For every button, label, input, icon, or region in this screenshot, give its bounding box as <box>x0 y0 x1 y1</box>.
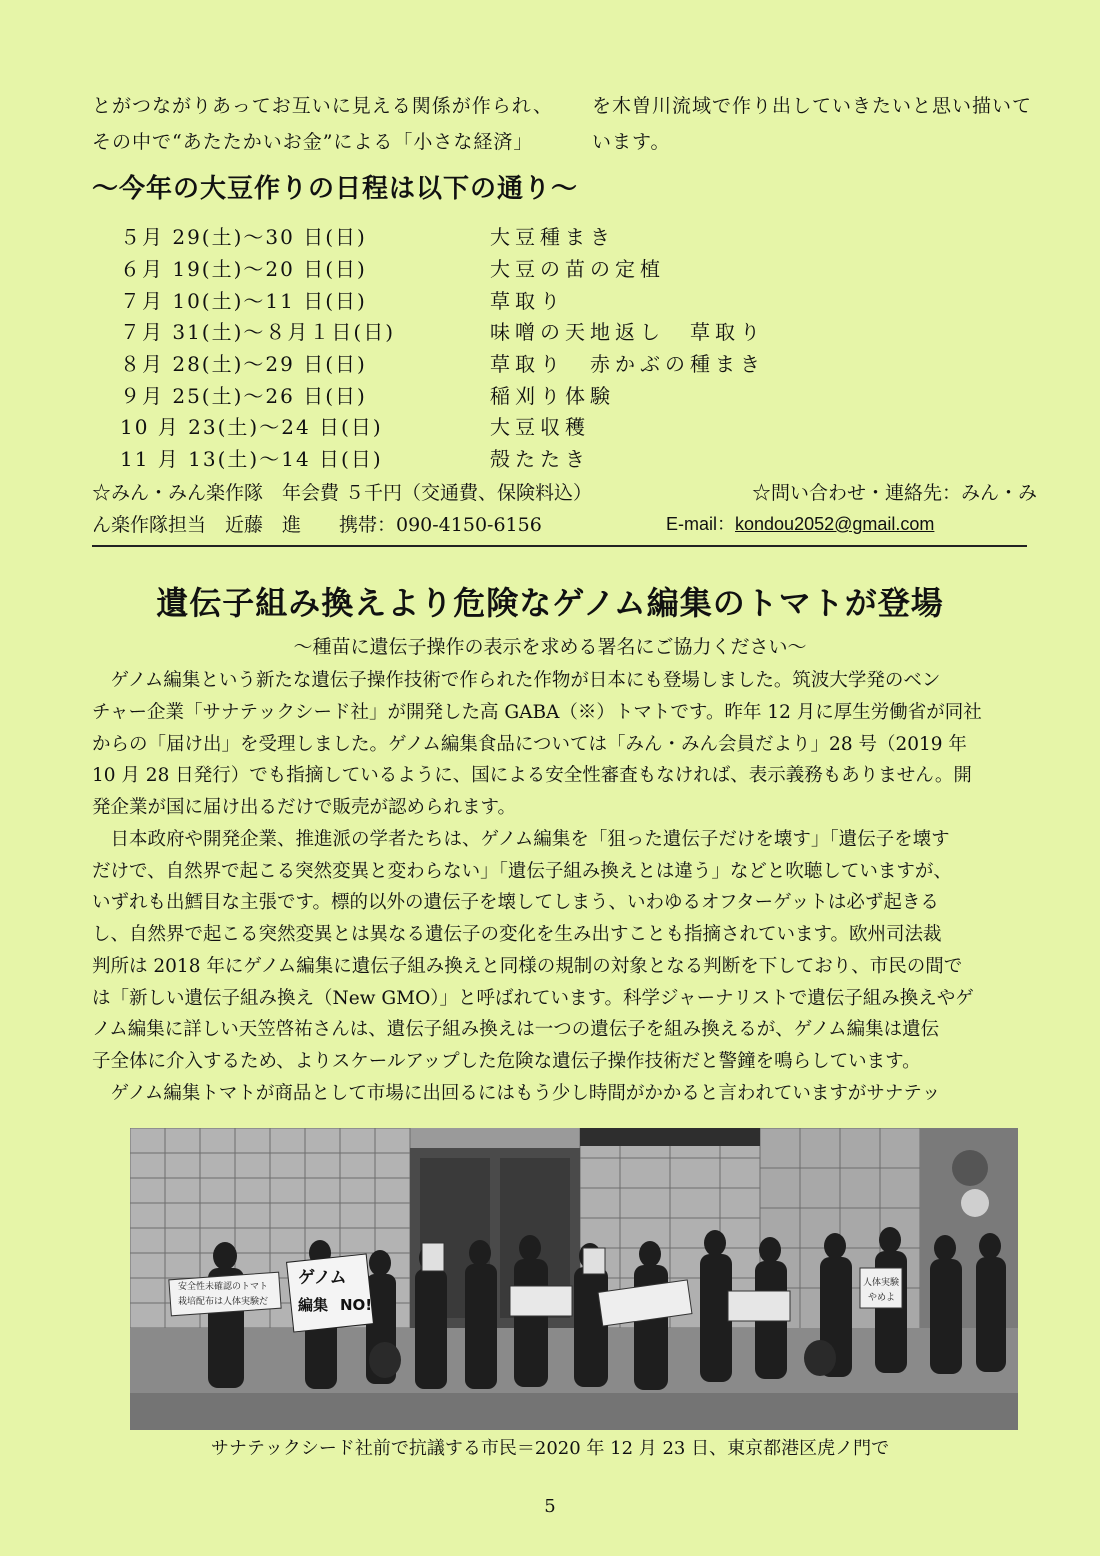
schedule-row <box>120 283 840 315</box>
intro-line: を木曽川流域で作り出していきたいと思い描いて <box>592 95 1033 117</box>
schedule-row <box>120 347 840 379</box>
protest-photo <box>130 1128 1018 1430</box>
schedule-date: 10 月 23(土)～24 日(日) <box>120 415 383 440</box>
intro-line: とがつながりあってお互いに見える関係が作られ、 <box>92 95 553 117</box>
schedule-activity: 草取り <box>490 288 565 313</box>
page-number: 5 <box>544 1496 556 1517</box>
sign-text: ゲノム <box>298 1268 347 1288</box>
email-label: E-mail： <box>666 514 736 534</box>
membership-fee: ☆みん・みん楽作隊 年会費 ５千円（交通費、保険料込） <box>92 482 593 504</box>
article-line: は「新しい遺伝子組み換え（New GMO）」と呼ばれています。科学ジャーナリストで遺伝子組み換えやゲ <box>92 987 974 1009</box>
article-line: ゲノム編集トマトが商品として市場に出回るにはもう少し時間がかかると言われていますがサナテッ <box>92 1082 941 1104</box>
schedule-row <box>120 252 840 284</box>
article-line: 子全体に介入するため、よりスケールアップした危険な遺伝子操作技術だと警鐘を鳴らしています。 <box>92 1051 921 1072</box>
article-line: だけで、自然界で起こる突然変異と変わらない」「遺伝子組み換えとは違う」などと吹聴していますが、 <box>92 860 952 882</box>
contact-person: ん楽作隊担当 近藤 進 携帯：090-4150-6156 <box>92 514 542 536</box>
article-line: 発企業が国に届け出るだけで販売が認められます。 <box>92 797 517 818</box>
section-divider <box>92 545 1027 547</box>
intro-right-column <box>592 88 1032 160</box>
sign-text: やめよ <box>868 1293 896 1303</box>
intro-line: います。 <box>592 131 671 153</box>
photo-caption: サナテックシード社前で抗議する市民＝2020 年 12 月 23 日、東京都港区虎ノ門で <box>210 1438 890 1459</box>
schedule-activity: 大豆種まき <box>490 225 615 250</box>
article-line: 10 月 28 日発行）でも指摘しているように、国による安全性審査もなければ、表示義務もありません。開 <box>92 765 972 787</box>
article-title: 遺伝子組み換えより危険なゲノム編集のトマトが登場 <box>156 584 944 622</box>
sign-text: 人体実験 <box>863 1278 900 1288</box>
schedule-activity: 稲刈り体験 <box>490 383 615 408</box>
schedule-activity: 草取り 赤かぶの種まき <box>490 352 765 377</box>
schedule-activity: 大豆の苗の定植 <box>490 257 665 282</box>
schedule-date: ７月 10(土)～11 日(日) <box>120 288 367 313</box>
article-line: チャー企業「サナテックシード社」が開発した高 GABA（※）トマトです。昨年 12 月に厚生労働省が同社 <box>92 701 982 723</box>
contact-email <box>666 510 934 537</box>
schedule-date: ９月 25(土)～26 日(日) <box>120 383 367 408</box>
schedule-list <box>120 220 840 474</box>
article-line: からの「届け出」を受理しました。ゲノム編集食品については「みん・みん会員だより」28 号（2019 年 <box>92 733 967 755</box>
schedule-date: ８月 28(土)～29 日(日) <box>120 352 367 377</box>
schedule-row <box>120 220 840 252</box>
schedule-activity: 殻たたき <box>490 447 590 472</box>
schedule-heading: ～今年の大豆作りの日程は以下の通り～ <box>92 174 579 204</box>
schedule-row <box>120 410 840 442</box>
sign-text: 安全性未確認のトマト <box>178 1282 269 1292</box>
email-link[interactable]: kondou2052@gmail.com <box>735 514 935 534</box>
schedule-date: ５月 29(土)～30 日(日) <box>120 225 367 250</box>
article-body <box>92 665 1037 1110</box>
article-line: ノム編集に詳しい天笠啓祐さんは、遺伝子組み換えは一つの遺伝子を組み換えるが、ゲノム編集は遺伝 <box>92 1019 940 1041</box>
schedule-row <box>120 378 840 410</box>
sign-text: NO! <box>340 1296 373 1314</box>
schedule-activity: 味噌の天地返し 草取り <box>490 320 765 345</box>
membership-fee-line <box>92 478 1037 505</box>
article-subtitle: ～種苗に遺伝子操作の表示を求める署名にご協力ください～ <box>293 636 807 658</box>
article-line: 判所は 2018 年にゲノム編集に遺伝子組み換えと同様の規制の対象となる判断を下しており、市民の間で <box>92 955 963 977</box>
article-line: し、自然界で起こる突然変異とは異なる遺伝子の変化を生み出すことも指摘されています。欧州司法裁 <box>92 924 942 945</box>
article-line: いずれも出鱈目な主張です。標的以外の遺伝子を壊してしまう、いわゆるオフターゲットは必ず起きる <box>92 892 939 914</box>
intro-left-column <box>92 88 553 160</box>
intro-line: その中で“あたたかいお金”による「小さな経済」 <box>92 131 534 153</box>
schedule-activity: 大豆収穫 <box>490 415 590 440</box>
schedule-date: ７月 31(土)～８月１日(日) <box>120 320 396 345</box>
schedule-date: 11 月 13(土)～14 日(日) <box>120 447 383 472</box>
contact-line <box>92 510 1037 537</box>
sign-text: 栽培配布は人体実験だ <box>178 1297 269 1307</box>
article-line: ゲノム編集という新たな遺伝子操作技術で作られた作物が日本にも登場しました。筑波大学発のベン <box>92 670 941 691</box>
intro-paragraph <box>92 88 1032 160</box>
article-line: 日本政府や開発企業、推進派の学者たちは、ゲノム編集を「狙った遺伝子だけを壊す」「遺伝子を壊す <box>92 828 950 850</box>
schedule-row <box>120 315 840 347</box>
inquiry-label: ☆問い合わせ・連絡先：みん・み <box>751 482 1037 504</box>
schedule-date: ６月 19(土)～20 日(日) <box>120 257 367 282</box>
schedule-row <box>120 442 840 474</box>
sign-text: 編集 <box>298 1296 329 1314</box>
